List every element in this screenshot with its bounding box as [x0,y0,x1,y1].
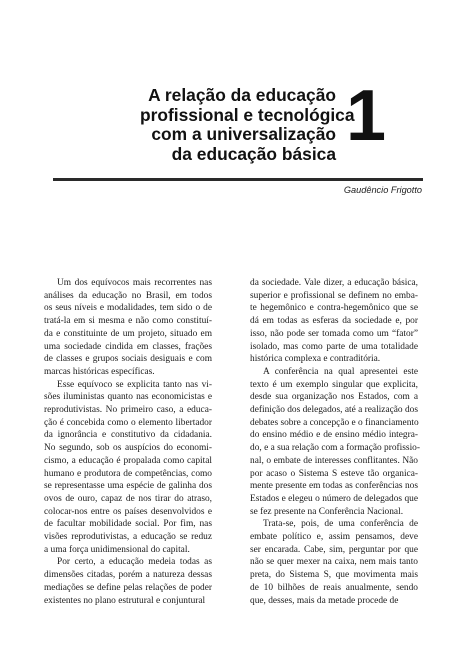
text-line: os seus níveis e modalidades, tem sido o de [44,303,212,314]
text-line: de classes e grupos sociais desiguais e com [44,354,212,365]
text-line: mente presente em todas as conferências nos [250,481,418,492]
text-line: histórica complexa e contraditória. [250,354,381,365]
text-line: Trata-se, pois, de uma conferência de [263,519,418,530]
text-line: isso, não pode ser tomada como um “fator” [250,328,418,339]
text-line: ser encarada. Cabe, sim, perguntar por que [250,544,418,555]
text-line: dá em todas as esferas da sociedade e, por [250,316,418,327]
text-line: debates sobre a concepção e o financiamento [250,417,419,428]
text-line: visões reprodutivistas, a educação se reduz [44,532,212,543]
text-line: tratá-la em si mesma e não como constituí- [44,316,212,327]
text-line: te hegemônico e contra-hegemônico que se [250,303,418,314]
text-line: por acaso o Sistema S esteve tão organica- [250,468,418,479]
text-line: Esse equívoco se explicita tanto nas vi- [57,379,212,390]
text-line: texto é um exemplo singular que explicita, [250,379,418,390]
text-line: reprodutivistas. No primeiro caso, a educa- [44,405,212,416]
text-line: de facultar mobilidade social. Por fim, nas [44,519,212,530]
text-line: preta, do Sistema S, que movimenta mais [250,570,418,581]
text-line: a uma força unidimensional do capital. [44,544,190,555]
text-line: da e constituinte de um projeto, situado em [44,328,212,339]
text-line: marcas históricas específicas. [44,366,155,377]
text-line: cismo, a educação é propalada como capital [44,455,212,466]
title-divider [53,178,423,181]
text-line: que, desses, mais da metade procede de [250,595,399,606]
text-line: da sociedade. Vale dizer, a educação básica, [250,278,418,288]
text-line: análises da educação no Brasil, em todos [44,290,212,301]
text-line: uma sociedade cindida em classes, frações [44,341,212,352]
text-line: humano e produtora de competências, como [44,468,212,479]
body-column-left [44,277,212,607]
text-line: do ensino médio e de ensino médio integra- [250,430,418,441]
text-line: sões iluministas quanto nas economicistas e [44,392,212,403]
text-line: Um dos equívocos mais recorrentes nas [57,278,212,288]
text-line: A conferência na qual apresentei este [263,366,418,377]
chapter-title-line: profissional e tecnológica [140,104,355,125]
text-line: de 10 bilhões de reais anualmente, sendo [250,582,418,593]
text-line: existentes no plano estrutural e conjuntural [44,595,206,606]
text-line: não se quer mexer na caixa, nem mais tanto [250,557,418,568]
text-line: isolado, mas como parte de uma totalidade [250,341,418,352]
text-line: Estados e elegeu o número de delegados que [250,493,418,504]
text-line: definição dos delegados, até a realização dos [250,405,418,416]
text-line: desde sua organização nos Estados, com a [250,392,418,403]
text-line: ovos de ouro, capaz de nos tirar do atraso, [44,493,212,504]
text-line: Por certo, a educação medeia todas as [57,557,212,568]
text-line: do, e a sua relação com a formação profissio- [250,443,420,454]
text-line: se fez presente na Conferência Nacional. [250,506,404,517]
chapter-title [140,85,355,164]
body-column-right [250,277,418,607]
text-line: superior e profissional se definem no emba- [250,290,418,301]
text-line: No segundo, sob os auspícios do economi- [44,443,212,454]
text-line: se representasse uma espécie de galinha dos [44,481,212,492]
chapter-title-line: da educação básica [171,143,336,164]
chapter-title-line: com a universalização [151,124,336,145]
text-line: embate político e, assim pensamos, deve [250,532,418,543]
text-line: colocar-nos entre os países desenvolvidos e [44,506,212,517]
author-name: Gaudêncio Frigotto [343,185,422,195]
text-line: dimensões citadas, porém a natureza dessas [44,570,212,581]
text-line: mediações se define pelas relações de poder [44,582,212,593]
text-line: nal, o embate de interesses conflitantes. Não [250,455,418,466]
text-line: ção é concebida como o elemento libertador [44,417,212,428]
text-line: da ignorância e constitutivo da cidadania. [44,430,212,441]
chapter-number: 1 [346,76,387,156]
chapter-title-line: A relação da educação [148,85,336,105]
